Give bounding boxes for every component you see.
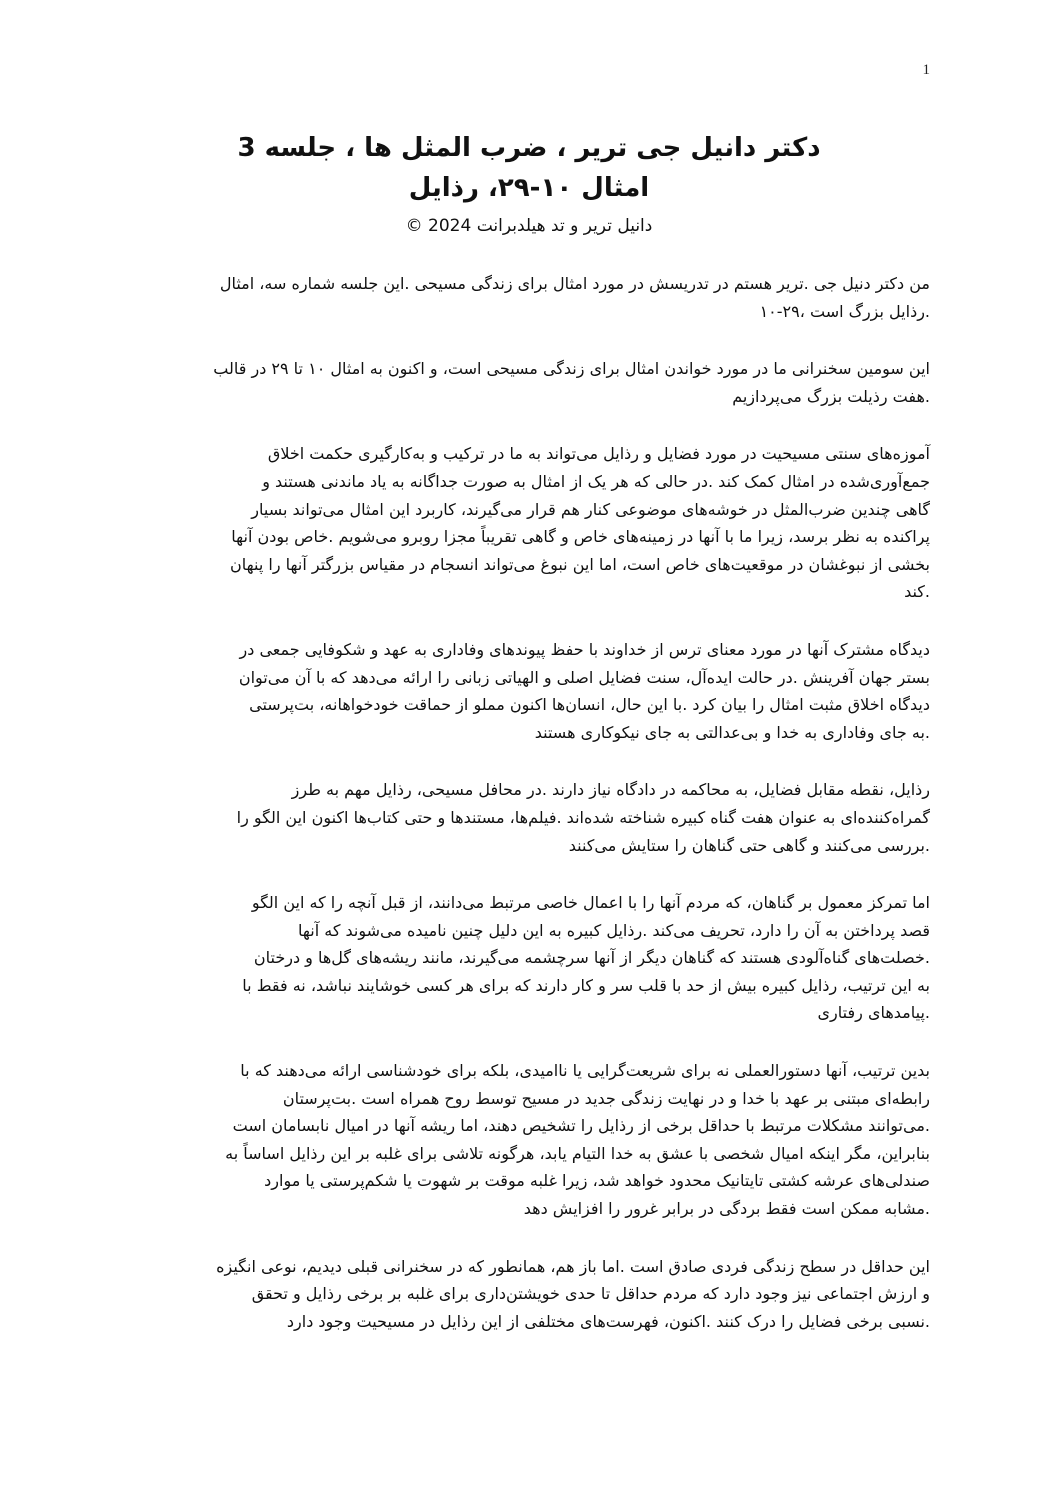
paragraph [128,270,930,325]
paragraph-line: من دکتر دنیل جی .تریر هستم در تدریسش در مورد امثال برای زندگی مسیحی .این جلسه شماره سه، امثال [219,274,930,293]
paragraph [128,440,930,606]
paragraph-line: .هفت رذیلت بزرگ می‌پردازیم [732,386,930,406]
paragraph-line: .کند [904,582,930,602]
paragraph-line: رابطه‌ای مبتنی بر عهد با خدا و در نهایت زندگی جدید در مسیح توسط روح همراه است .بت‌پرستان [282,1088,930,1108]
document-subtitle: امثال ۱۰-۲۹، رذایل [408,173,650,203]
paragraph-line: بنابراین، مگر اینکه امیال شخصی با عشق به خدا التیام یابد، هرگونه تلاشی برای غلبه بر این رذایل اساساً به [225,1143,930,1163]
paragraph-line: .نسبی برخی فضایل را درک کنند .اکنون، فهرست‌های مختلفی از این رذایل در مسیحیت وجود دارد [286,1311,930,1331]
document-header [128,128,930,240]
paragraph-line: بدین ترتیب، آنها دستورالعملی نه برای شریعت‌گرایی یا ناامیدی، بلکه برای خودشناسی ارائه می‌دهند که با [240,1061,930,1081]
paragraph-line: به این ترتیب، رذایل کبیره بیش از حد با قلب سر و کار دارند که برای هر کسی خوشایند نباشد، نه فقط با [242,975,930,995]
copyright-line: دانیل تریر و تد هیلدبرانت 2024 © [405,216,653,236]
document-title: دکتر دانیل جی تریر ، ضرب المثل ها ، جلسه 3 [237,133,821,163]
paragraph-line: .رذایل بزرگ است ،۲۹-۱۰ [759,301,930,321]
paragraph-line: اما تمرکز معمول بر گناهان، که مردم آنها را با اعمال خاصی مرتبط می‌دانند، از قبل آنچه را که این الگو [251,893,930,913]
document-body [128,270,930,1365]
paragraph-line: این سومین سخنرانی ما در مورد خواندن امثال برای زندگی مسیحی است، و اکنون به امثال ۱۰ تا ۲۹ در قالب [213,359,930,379]
paragraph [128,636,930,746]
paragraph-line: پراکنده به نظر برسد، زیرا ما با آنها در زمینه‌های خاص و گاهی تقریباً مجزا روبرو می‌شویم .خاص بودن آنها [231,527,930,547]
paragraph-line: .پیامدهای رفتاری [817,1003,930,1023]
paragraph [128,889,930,1027]
paragraph-line: بخشی از نبوغشان در موقعیت‌های خاص است، اما این نبوغ می‌تواند انسجام در مقیاس بزرگتر آنها را پنهان [230,554,930,574]
paragraph-line: .می‌توانند مشکلات مرتبط با حداقل برخی از رذایل را تشخیص دهند، اما ریشه آنها در امیال نابسامان است [232,1116,930,1136]
paragraph-line: جمع‌آوری‌شده در امثال کمک کند .در حالی که هر یک از امثال به صورت جداگانه به یاد ماندنی هستند و [262,471,930,491]
paragraph-line: دیدگاه اخلاق مثبت امثال را بیان کرد .با این حال، انسان‌ها اکنون مملو از حماقت خودخواهانه، بت‌پرستی [249,695,930,715]
paragraph-line: قصد پرداختن به آن را دارد، تحریف می‌کند .رذایل کبیره به این دلیل چنین نامیده می‌شوند که آنها [298,920,930,940]
paragraph-line: .مشابه ممکن است فقط بردگی در برابر غرور را افزایش دهد [523,1199,930,1219]
page-number: 1 [922,62,930,78]
paragraph-line: رذایل، نقطه مقابل فضایل، به محاکمه در دادگاه نیاز دارند .در محافل مسیحی، رذایل مهم به طرز [291,780,930,800]
paragraph-line: گمراه‌کننده‌ای به عنوان هفت گناه کبیره شناخته شده‌اند .فیلم‌ها، مستندها و حتی کتاب‌ها اکنون این الگو را [236,807,930,827]
paragraph-line: بستر جهان آفرینش .در حالت ایده‌آل، سنت فضایل اصلی و الهیاتی زبانی را ارائه می‌دهد که با آن می‌توان [238,667,930,687]
paragraph-line: صندلی‌های عرشه کشتی تایتانیک محدود خواهد شد، زیرا غلبه موقت بر شهوت یا شکم‌پرستی یا موارد [264,1171,930,1191]
paragraph-line: و ارزش اجتماعی نیز وجود دارد که مردم حداقل تا حدی خویشتن‌داری برای غلبه بر برخی رذایل و تحقق [251,1284,930,1304]
paragraph [128,776,930,859]
paragraph-line: .به جای وفاداری به خدا و بی‌عدالتی به جای نیکوکاری هستند [534,722,930,742]
paragraph [128,1253,930,1336]
paragraph [128,1057,930,1223]
paragraph-line: این حداقل در سطح زندگی فردی صادق است .اما باز هم، همانطور که در سخنرانی قبلی دیدیم، نوعی انگیزه [216,1256,930,1276]
paragraph-line: .بررسی می‌کنند و گاهی حتی گناهان را ستایش می‌کنند [568,835,930,855]
paragraph [128,355,930,410]
paragraph-line: آموزه‌های سنتی مسیحیت در مورد فضایل و رذایل می‌تواند به ما در ترکیب و به‌کارگیری حکمت اخلاق [267,444,930,464]
paragraph-line: دیدگاه مشترک آنها در مورد معنای ترس از خداوند با حفظ پیوندهای وفاداری به عهد و شکوفایی جمعی در [239,639,930,659]
paragraph-line: گاهی چندین ضرب‌المثل در خوشه‌های موضوعی کنار هم قرار می‌گیرند، کاربرد این امثال می‌تواند بسیار [251,499,930,519]
paragraph-line: .خصلت‌های گناه‌آلودی هستند که گناهان دیگر از آنها سرچشمه می‌گیرند، مانند ریشه‌های گل‌ها و درختان [253,948,930,968]
